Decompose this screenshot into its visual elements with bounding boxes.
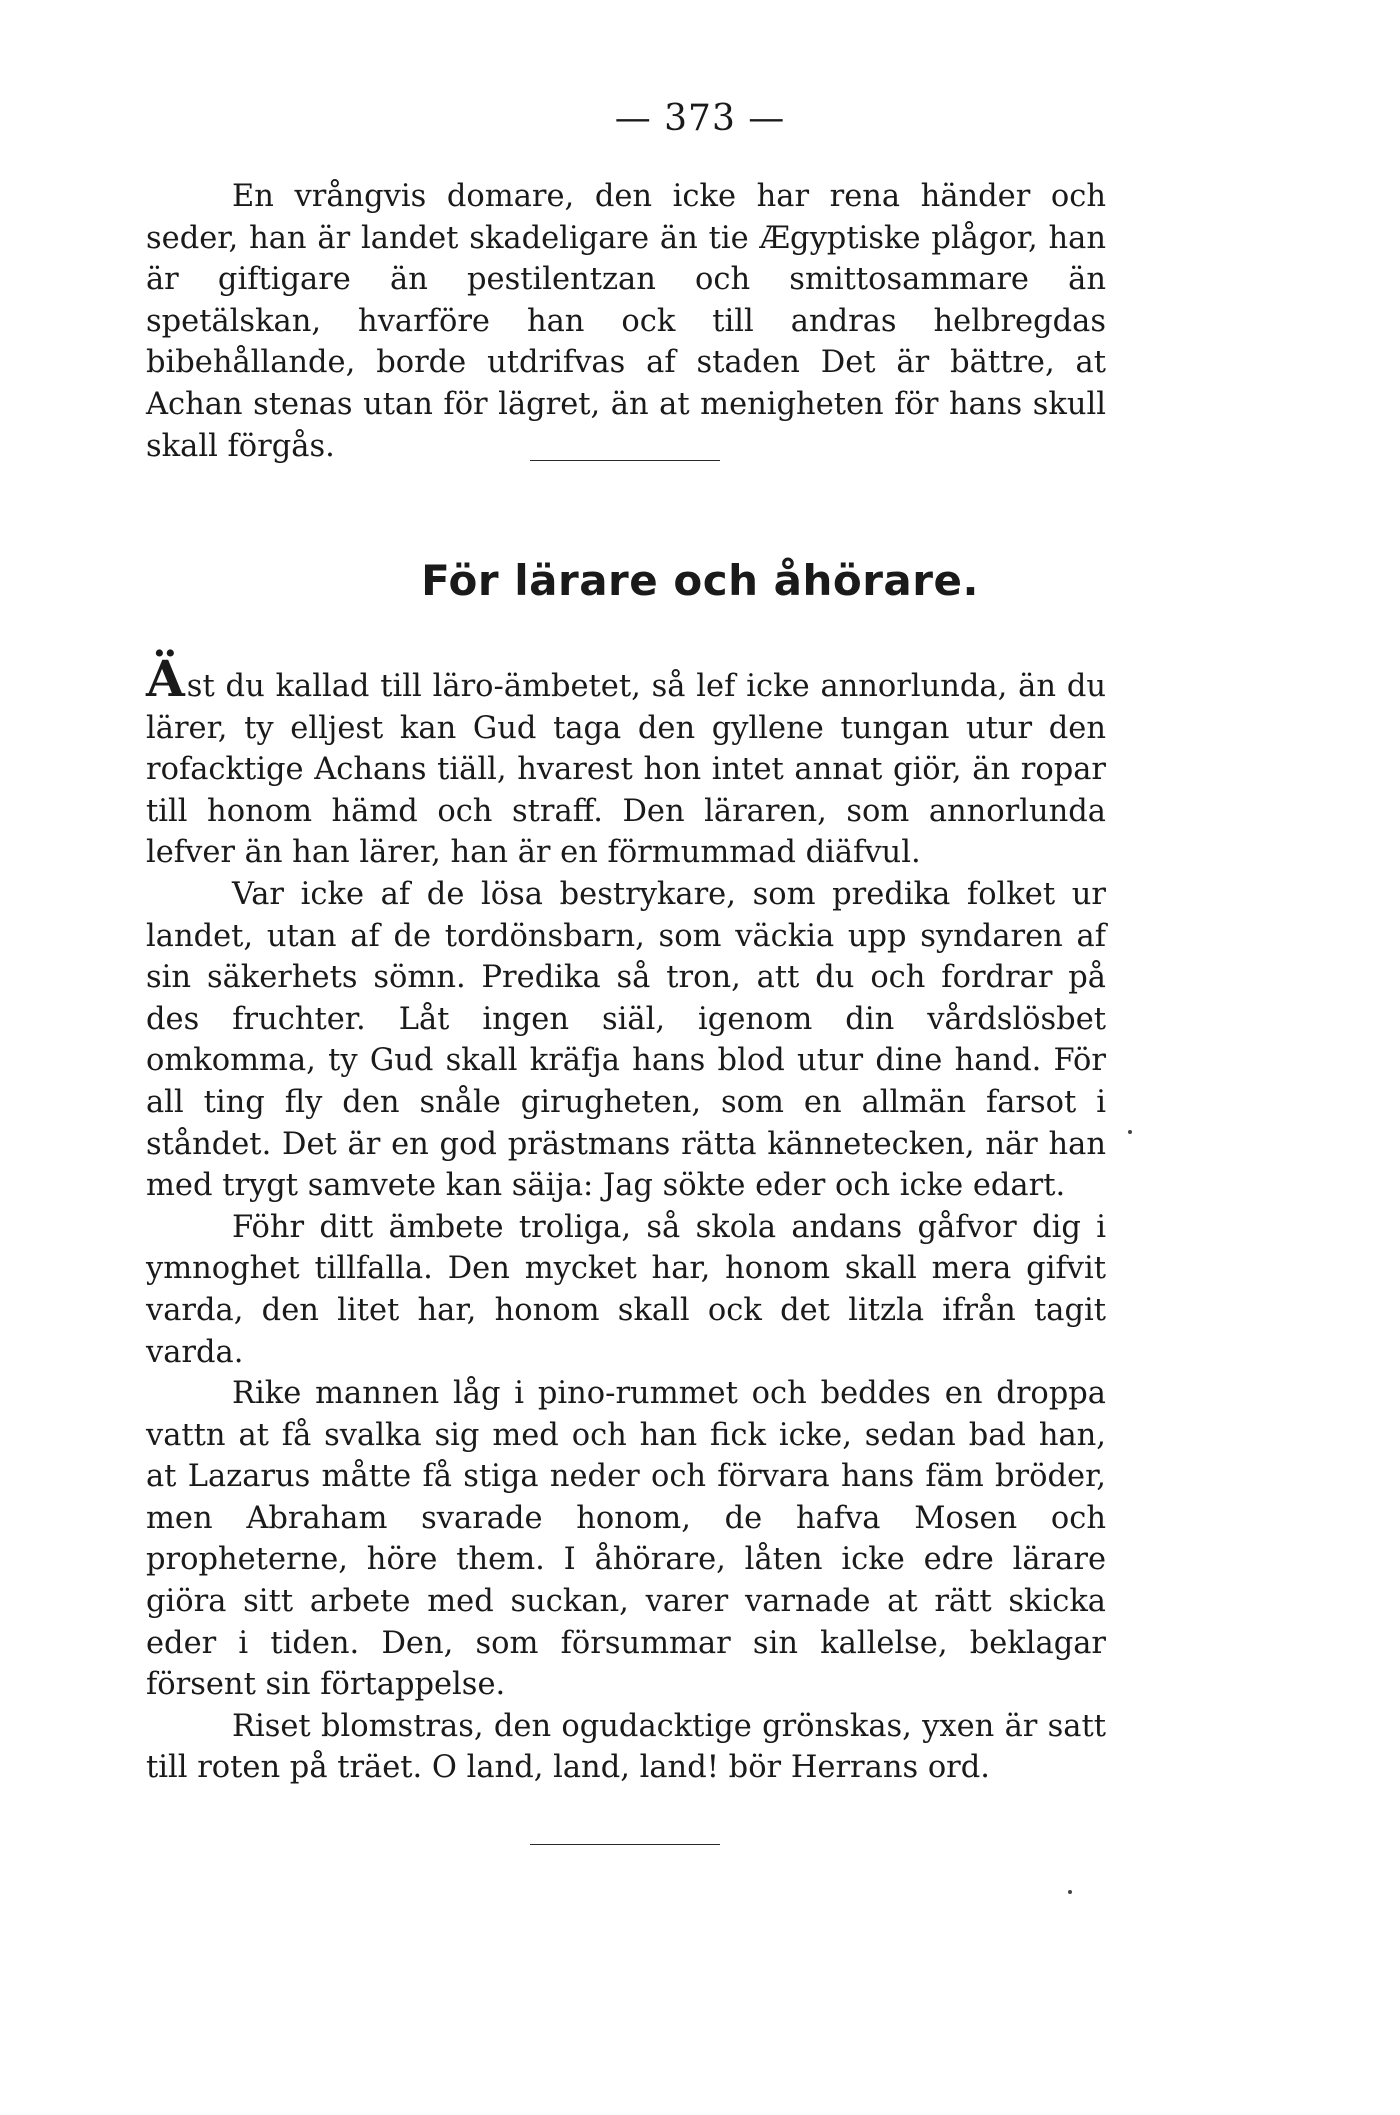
page-number: — 373 — (614, 98, 786, 139)
paragraph-5: Riset blomstras, den ogudacktige grönskas, yxen är satt till roten på träet. O land, land, land! bör Herrans ord. (146, 1708, 1106, 1786)
paragraph-1 (146, 649, 1106, 874)
section-body (146, 649, 1106, 1789)
paragraph-3: Föhr ditt ämbete troliga, så skola andans gåfvor dig i ymnoghet tillfalla. Den mycket har, honom skall mera gifvit varda, den litet har, honom skall ock det litzla ifrån tagit varda. (146, 1209, 1106, 1370)
ink-speck (1068, 1890, 1072, 1894)
section-divider-top (530, 460, 720, 461)
drop-initial: Ä (146, 649, 185, 708)
paragraph-4: Rike mannen låg i pino-rummet och beddes en droppa vattn at få svalka sig med och han fick icke, sedan bad han, at Lazarus måtte få stiga neder och förvara hans fäm bröder, men Abraham svarade honom, de hafva Mosen och propheterne, höre them. I åhörare, låten icke edre lärare giöra sitt arbete med suckan, varer varnade at rätt skicka eder i tiden. Den, som försummar sin kallelse, beklagar försent sin förtappelse. (146, 1376, 1106, 1703)
opening-passage (146, 176, 1106, 467)
paragraph-1-text: st du kallad till läro-ämbetet, så lef icke annorlunda, än du lärer, ty elljest kan Gud taga den gyllene tungan utur den rofacktige Achans tiäll, hvarest hon intet annat giör, än ropar till honom hämd och straff. Den läraren, som annorlunda lefver än han lärer, han är en förmummad diäfvul. (146, 669, 1106, 871)
ink-speck (1128, 1130, 1132, 1134)
paragraph-2: Var icke af de lösa bestrykare, som predika folket ur landet, utan af de tordönsbarn, som väckia upp syndaren af sin säkerhets sömn. Predika så tron, att du och fordrar på des fruchter. Låt ingen siäl, igenom din vårdslösbet omkomma, ty Gud skall kräfja hans blod utur dine hand. För all ting fly den snåle girugheten, som en allmän farsot i ståndet. Det är en god prästmans rätta kännetecken, när han med trygt samvete kan säija: Jag sökte eder och icke edart. (146, 876, 1106, 1204)
section-heading: För lärare och åhörare. (421, 556, 979, 605)
section-divider-bottom (530, 1844, 720, 1845)
opening-paragraph: En vrångvis domare, den icke har rena händer och seder, han är landet skadeligare än tie Ægyptiske plågor, han är giftigare än pestilentzan och smittosammare än spetälskan, hvarföre han ock till andras helbregdas bibehållande, borde utdrifvas af staden Det är bättre, at Achan stenas utan för lägret, än at menigheten för hans skull skall förgås. (146, 179, 1106, 464)
